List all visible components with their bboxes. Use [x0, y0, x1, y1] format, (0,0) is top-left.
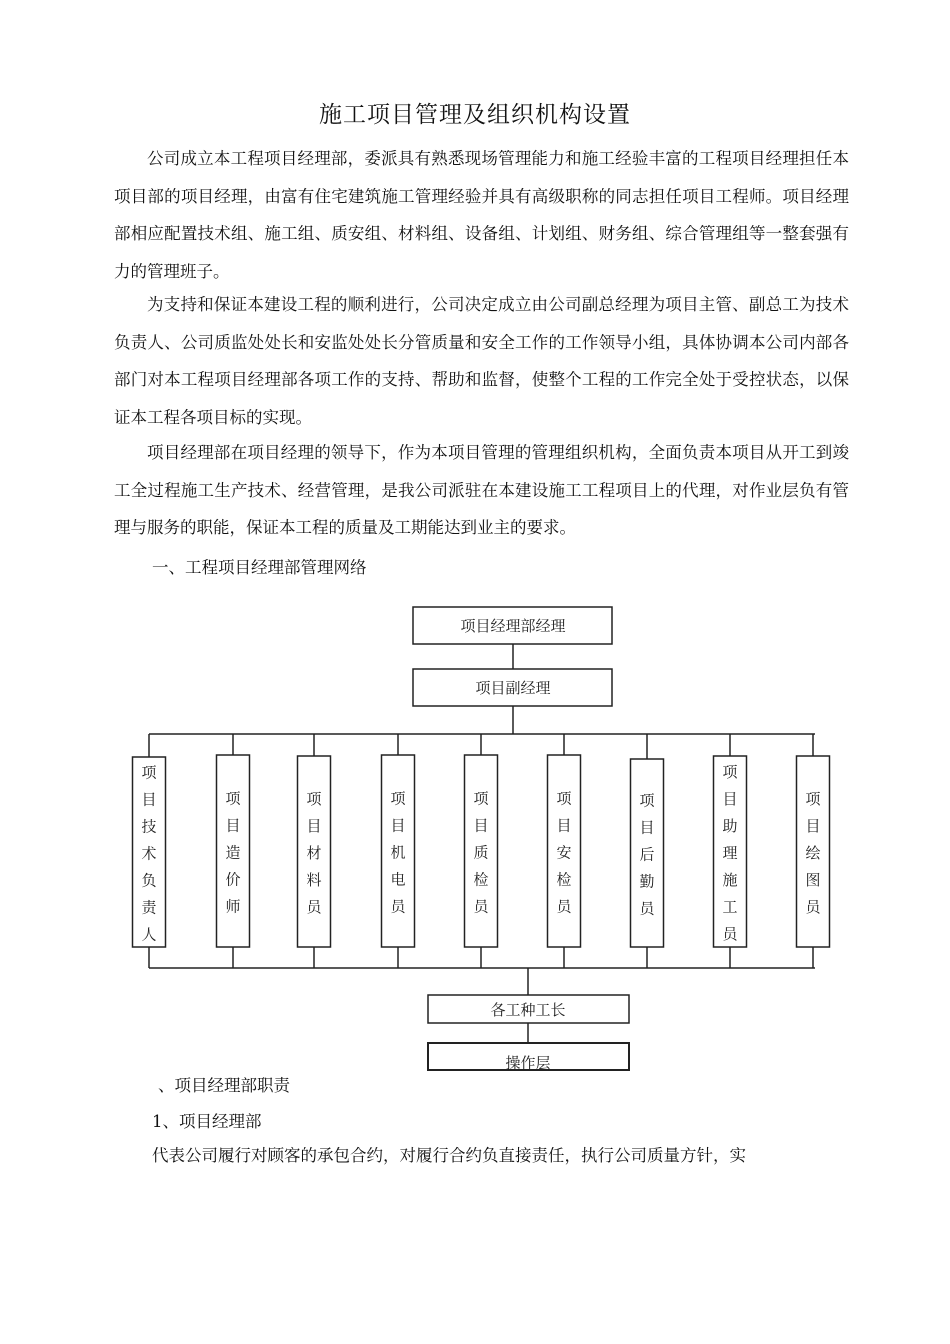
role-label: 项目后勤员 — [639, 791, 655, 918]
page-title: 施工项目管理及组织机构设置 — [319, 102, 631, 128]
section-heading-network: 一、工程项目经理部管理网络 — [152, 558, 367, 577]
paragraph-2: 为支持和保证本建设工程的顺利进行，公司决定成立由公司副总经理为项目主管、副总工为技术负责人、公司质监处处长和安监处处长分管质量和安全工作的工作领导小组，具体协调本公司内部各部门对本工程项目经理部各项工作的支持、帮助和监督，使整个工程的工作完全处于受控状态，以保证本工程各项目标的实现。 — [114, 295, 849, 427]
paragraph-last: 代表公司履行对顾客的承包合约，对履行合约负直接责任，执行公司质量方针，实 — [152, 1146, 746, 1165]
role-label: 项目材料员 — [306, 790, 322, 916]
role-label: 项目安检员 — [556, 789, 572, 916]
section-heading-duties: 、项目经理部职责 — [158, 1076, 290, 1095]
role-label: 项目质检员 — [473, 789, 489, 916]
paragraph-3: 项目经理部在项目经理的领导下，作为本项目管理的管理组织机构，全面负责本项目从开工到竣工全过程施工生产技术、经营管理，是我公司派驻在本建设施工工程项目上的代理，对作业层负有管理与服务的职能，保证本工程的质量及工期能达到业主的要求。 — [114, 443, 849, 537]
role-label: 项目机电员 — [390, 789, 406, 916]
role-label: 项目造价师 — [225, 789, 241, 916]
foremen-label: 各工种工长 — [490, 1001, 566, 1019]
role-label: 项目技术负责人 — [141, 763, 157, 944]
operations-label: 操作层 — [505, 1054, 551, 1072]
section-heading-dept: 1、项目经理部 — [152, 1112, 262, 1131]
paragraph-1: 公司成立本工程项目经理部，委派具有熟悉现场管理能力和施工经验丰富的工程项目经理担任本项目部的项目经理，由富有住宅建筑施工管理经验并具有高级职称的同志担任项目工程师。项目经理部相应配置技术组、施工组、质安组、材料组、设备组、计划组、财务组、综合管理组等一整套强有力的管理班子。 — [114, 149, 849, 281]
manager-label: 项目经理部经理 — [460, 617, 566, 635]
deputy-label: 项目副经理 — [475, 679, 551, 697]
role-label: 项目助理施工员 — [722, 763, 738, 943]
role-label: 项目绘图员 — [805, 790, 821, 916]
